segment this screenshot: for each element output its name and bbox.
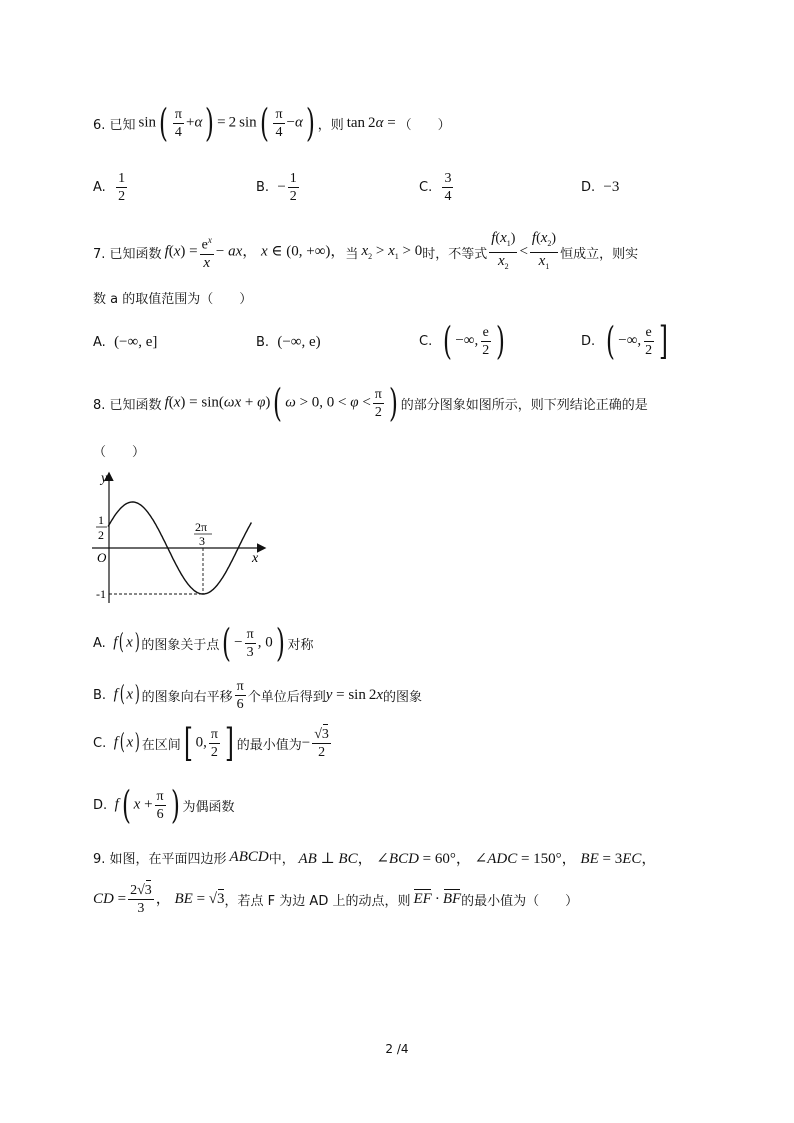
y-tick-denominator: 2 [98,528,104,542]
q6-formula-left: sin( $\frac{\pi}{4}$ +α) = 2 sin( $\frac{\pi}{4}$ −α) [135,101,315,145]
x-tick-denominator: 3 [199,534,205,548]
q6-target: tan 2α = [343,114,399,131]
q6-option-c[interactable]: C. $\frac{3}{4}$ [419,171,452,204]
q6-tail: ，则 [317,117,344,133]
origin-label: O [97,550,107,565]
q8-option-c[interactable]: C. f( x) 在区间 [ 0, $\frac{\pi}{2}$ ] 的最小值为 − $\frac{√3}{2}$ [93,721,329,765]
q7-stem: 7. 已知函数 f(x) = $\frac{e^x}{x}$ − ax， x ∈ (0, +∞)， 当 $x_2 > x_1 > 0$ 时，不等式 $\frac{f(x_1)}{x_2}$ < $\frac{f(x_2)}{x_1}$ 恒成立，则实 [93,230,639,272]
q6-option-d[interactable]: D. −3 [581,179,620,195]
q9-line2: CD = $\frac{2√3}{3}$ ， BE = √3 ，若点 F 为边 AD 上的动点，则 EF · BF 的最小值为（ ） [93,883,579,916]
q8-paren: （ ） [93,445,146,460]
page-number: 2 /4 [385,1042,409,1056]
q8-number: 8. 已知函数 [93,397,162,413]
q7-line2: 数 a 的取值范围为（ ） [93,292,253,307]
q6-paren: （ ） [398,117,451,133]
q7-option-a[interactable]: A. (−∞, e] [93,334,158,350]
y-tick-numerator: 1 [98,513,104,527]
q8-option-b[interactable]: B. f( x) 的图象向右平移 $\frac{\pi}{6}$ 个单位后得到 y = sin 2x 的图象 [93,678,423,712]
q8-option-d[interactable]: D. f( x + $\frac{\pi}{6}$ ) 为偶函数 [93,783,235,827]
q7-number: 7. 已知函数 [93,246,162,262]
q8-stem: 8. 已知函数 f(x) = sin(ωx + φ)( ω > 0, 0 < φ < $\frac{\pi}{2}$ ) 的部分图象如图所示，则下列结论正确的是 [93,381,648,425]
sine-graph [92,468,272,608]
q7-option-d[interactable]: D. ( −∞, $\frac{e}{2}$ ] [581,319,669,363]
q7-option-b[interactable]: B. (−∞, e) [256,334,321,350]
q9-line1: 9. 如图，在平面四边形 ABCD 中， AB ⊥ BC， ∠BCD = 60°， ∠ADC = 150°， BE = 3EC， [93,849,657,867]
q6-number: 6. 已知 [93,117,136,133]
min-value-label: -1 [96,587,106,601]
q6-stem [93,101,451,145]
x-tick-numerator: 2π [195,520,208,534]
y-axis-label: y [101,471,108,486]
q6-option-b[interactable]: B. − $\frac{1}{2}$ [256,171,297,204]
q7-option-c[interactable]: C. ( −∞, $\frac{e}{2}$ ) [419,319,506,363]
q8-option-a[interactable]: A. f( x) 的图象关于点 ( − $\frac{\pi}{3}$ , 0) 对称 [93,621,314,665]
q6-option-a[interactable]: A. $\frac{1}{2}$ [93,171,126,204]
x-axis-label: x [252,551,259,566]
